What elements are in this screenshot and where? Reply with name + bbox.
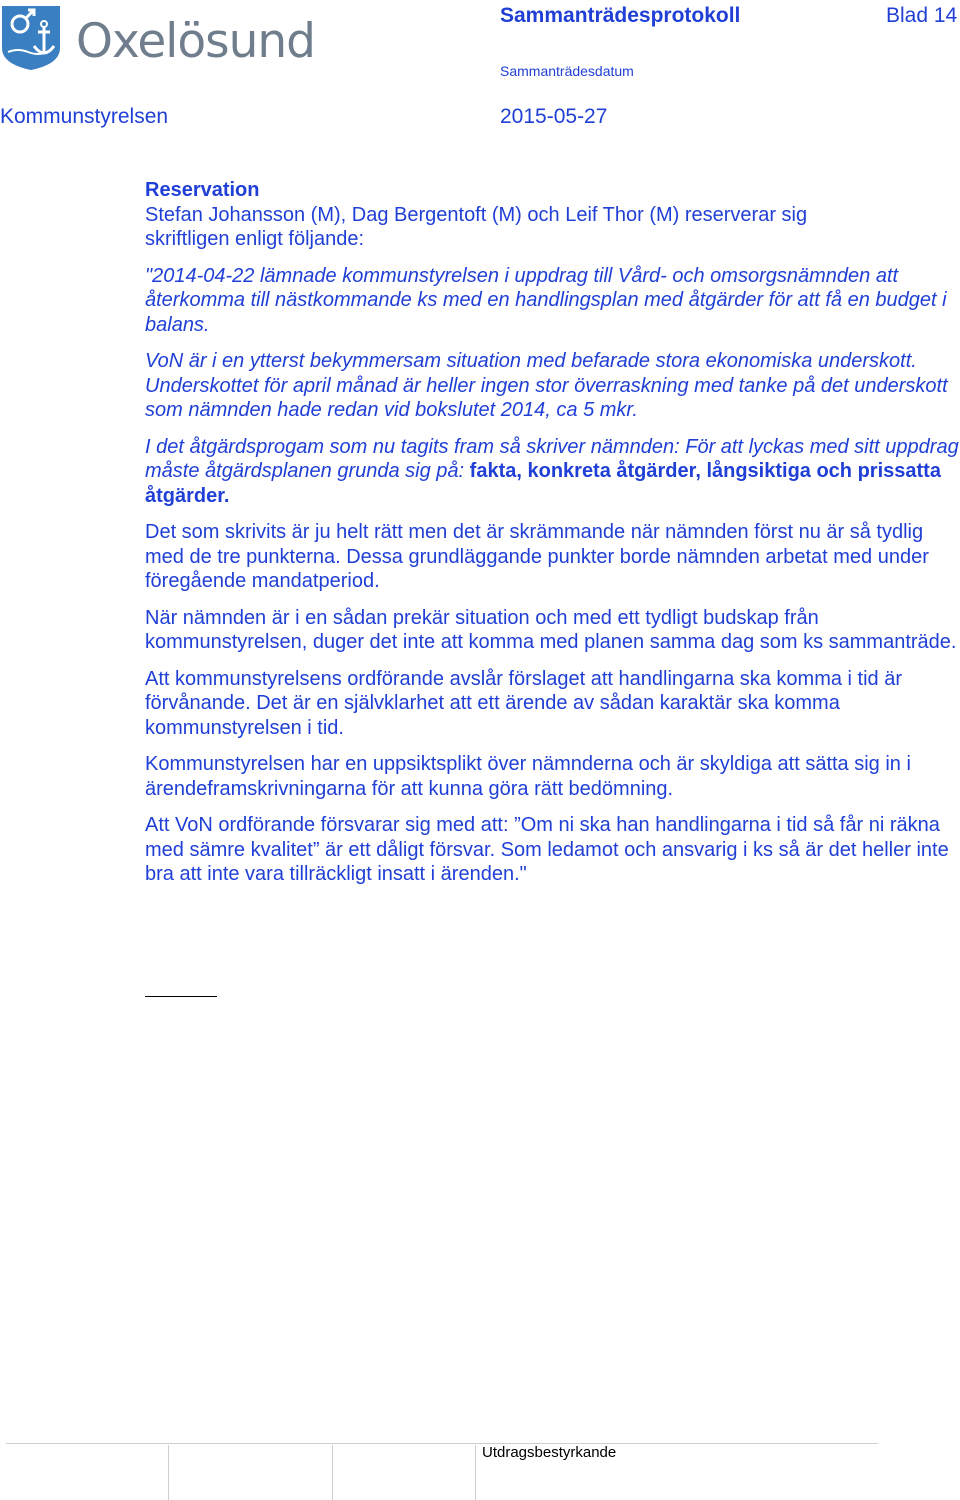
meeting-date: 2015-05-27 xyxy=(500,105,608,128)
paragraph-8 xyxy=(145,813,960,887)
paragraph-2-part-a: VoN är i en ytterst bekymmersam situation med befarade stora ekonomiska underskott. xyxy=(145,350,917,372)
paragraph-6 xyxy=(145,667,960,741)
organization-name: Kommunstyrelsen xyxy=(0,105,169,128)
coat-of-arms-icon xyxy=(0,4,62,72)
signature-box-divider xyxy=(475,1445,476,1500)
certification-label: Utdragsbestyrkande xyxy=(482,1444,617,1461)
paragraph-2-part-b: Underskottet för april månad är heller ingen stor överraskning med tanke på det underskott som nämnden hade redan vid bokslutet 2014, ca 5 mkr. xyxy=(145,374,948,421)
paragraph-4 xyxy=(145,520,960,594)
document-type: Sammanträdesprotokoll xyxy=(500,4,741,27)
document-body xyxy=(145,178,960,887)
paragraph-1: "2014-04-22 lämnade kommunstyrelsen i uppdrag till Vård- och omsorgsnämnden att återkomma till nästkommande ks med en handlingsplan med åtgärder för att få en budget i balans. xyxy=(145,264,947,336)
paragraph-7: Kommunstyrelsen har en uppsiktsplikt över nämnderna och är skyldiga att sätta sig in i ärendeframskrivningarna för att kunna göra rätt bedömning. xyxy=(145,753,911,800)
signature-box-divider xyxy=(168,1445,169,1500)
paragraph-8-part-a: Att VoN ordförande försvarar sig med att: ”Om ni ska han handlingarna i tid så får ni räkna med sämre kvalitet” är ett dåligt försvar. xyxy=(145,814,940,861)
paragraph-6-part-a: Att kommunstyrelsens ordförande avslår förslaget att handlingarna ska komma i tid är förvånande. xyxy=(145,667,903,714)
signature-line xyxy=(145,996,217,997)
meeting-date-label: Sammanträdesdatum xyxy=(500,63,634,79)
logo-wordmark: Oxelösund xyxy=(76,14,315,69)
paragraph-3-part-a: I det åtgärdsprogam som nu tagits fram så skriver nämnden: För att lyckas med sitt uppdrag måste åtgärdsplanen grunda sig på: xyxy=(145,435,959,482)
intro-line-1: Stefan Johansson (M), Dag Bergentoft (M) och Leif Thor (M) reserverar sig xyxy=(145,203,808,226)
intro-line-2: skriftligen enligt följande: xyxy=(145,228,365,250)
paragraph-4-part-b: Dessa grundläggande punkter borde nämnden arbetat med under föregående mandatperiod. xyxy=(145,545,929,592)
paragraph-8-part-b: Som ledamot och ansvarig i ks så är det heller inte bra att inte vara tillräckligt insatt i ärenden." xyxy=(145,838,949,885)
page-number: Blad 14 xyxy=(886,4,958,27)
paragraph-5: När nämnden är i en sådan prekär situation och med ett tydligt budskap från kommunstyrelsen, duger det inte att komma med planen samma dag som ks sammanträde. xyxy=(145,606,957,653)
section-heading: Reservation xyxy=(145,179,260,201)
paragraph-3 xyxy=(145,435,960,509)
signature-box-divider xyxy=(332,1445,333,1500)
municipality-logo xyxy=(0,0,340,80)
paragraph-2 xyxy=(145,349,960,423)
paragraph-6-part-b: Det är en självklarhet att ett ärende av sådan karaktär ska komma kommunstyrelsen i tid. xyxy=(145,692,840,739)
footer-divider xyxy=(6,1443,878,1444)
paragraph-4-part-a: Det som skrivits är ju helt rätt men det är skrämmande när nämnden först nu är så tydlig med de tre punkterna. xyxy=(145,521,924,568)
paragraph-3-bold: fakta, konkreta åtgärder, långsiktiga och prissatta åtgärder. xyxy=(145,460,941,507)
